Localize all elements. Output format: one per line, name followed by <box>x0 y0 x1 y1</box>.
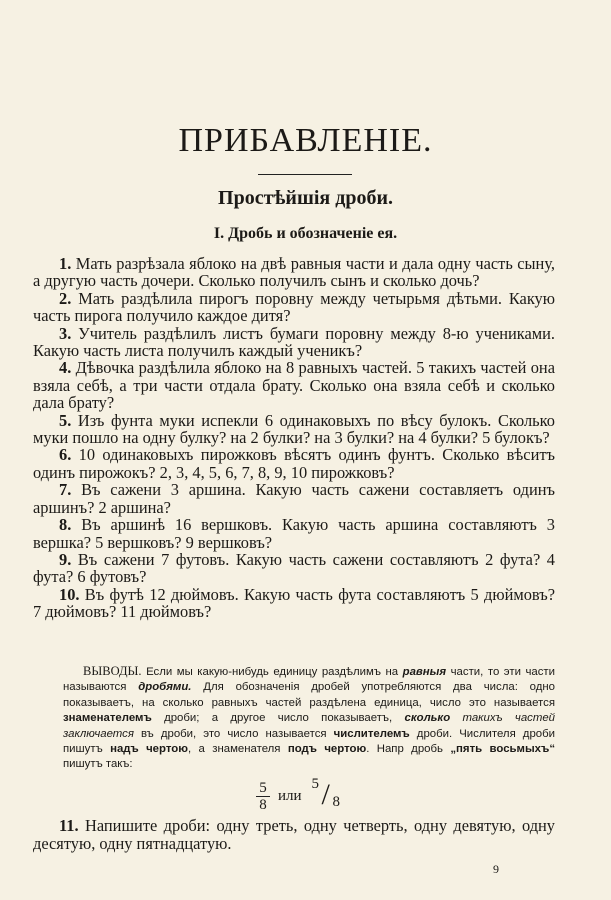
conclusions-text: Если мы какую-нибудь единицу раздѣлимъ на <box>141 666 403 678</box>
problem-9 <box>33 551 555 586</box>
problem-text: Въ сажени 3 аршина. Какую часть сажени составляетъ одинъ аршинъ? 2 аршина? <box>33 480 555 517</box>
problem-number: 5. <box>59 410 72 430</box>
problem-text: Напишите дроби: одну треть, одну четверть, одну девятую, одну десятую, одну пятнадцатую. <box>33 816 555 853</box>
title-divider <box>258 174 352 175</box>
problem-text: Учитель раздѣлилъ листъ бумаги поровну между 8-ю учениками. Какую часть листа получилъ каждый ученикъ? <box>33 323 555 361</box>
problem-2 <box>33 290 555 325</box>
conclusions-text: дроби. Числителя дроби пишутъ <box>63 727 556 756</box>
problem-7 <box>33 481 555 516</box>
section-heading: I. Дробь и обозначеніе ея. <box>213 225 398 242</box>
bold-term: „пять восьмыхъ“ <box>450 743 556 756</box>
problem-5 <box>33 412 555 447</box>
fraction-example <box>256 778 344 814</box>
problem-text: Въ аршинѣ 16 вершковъ. Какую часть аршина составляютъ 3 вершка? 5 вершковъ? 9 вершковъ? <box>33 515 555 552</box>
emphasis-term: дробями. <box>138 681 192 694</box>
problem-8 <box>33 516 555 551</box>
conclusions-text: Для обозначенія дробей употребляются два числа: одно показываетъ, на сколько равныхъ частей раздѣлена единица, число это называется <box>63 681 555 709</box>
problem-number: 1. <box>59 254 72 273</box>
fraction-slash: / <box>321 778 330 811</box>
problem-number: 8. <box>59 515 72 535</box>
conclusions-text: дроби; а другое число показываетъ, <box>151 712 405 725</box>
problem-text: 10 одинаковыхъ пирожковъ вѣсятъ одинъ фунтъ. Сколько вѣситъ одинъ пирожокъ? 2, 3, 4, 5, 6, 7, 8, 9, 10 пирожковъ? <box>33 445 555 482</box>
problem-number: 11. <box>59 816 79 835</box>
problem-number: 10. <box>59 584 80 604</box>
problem-number: 2. <box>59 288 72 308</box>
problem-text: Мать разрѣзала яблоко на двѣ равныя части и дала одну часть сыну, а другую часть дочери. Сколько получилъ сынъ и сколько дочь? <box>33 254 555 291</box>
problem-text: Дѣвочка раздѣлила яблоко на 8 равныхъ частей. 5 такихъ частей она взяла себѣ, а три части отдала брату. Сколько она взяла себѣ и сколько дала брату? <box>33 358 555 413</box>
problem-1 <box>33 255 555 290</box>
conclusions-label: ВЫВОДЫ. <box>83 664 142 678</box>
problem-number: 3. <box>59 323 72 343</box>
chapter-subtitle: Простѣйшія дроби. <box>218 187 393 209</box>
conclusions-text: въ дроби, это число называется <box>133 727 334 740</box>
problem-11 <box>33 817 555 852</box>
conclusions-text: . Напр дробь <box>366 743 451 756</box>
problem-3 <box>33 325 555 360</box>
fraction-connector: или <box>278 787 302 804</box>
fraction-numerator: 5 <box>259 779 267 796</box>
page-title: ПРИБАВЛЕНІЕ. <box>178 122 433 159</box>
problem-number: 7. <box>59 480 72 500</box>
problem-text: Въ сажени 7 футовъ. Какую часть сажени составляютъ 2 фута? 4 фута? 6 футовъ? <box>33 549 555 587</box>
problem-number: 9. <box>59 549 72 569</box>
bold-term: числителемъ <box>333 727 410 740</box>
problem-number: 6. <box>59 445 72 465</box>
bold-term: знаменателемъ <box>63 712 152 725</box>
emphasis-term: сколько <box>404 712 451 725</box>
fraction-denominator: 8 <box>332 794 341 810</box>
conclusions-text: такихъ частей заключается <box>63 712 556 740</box>
bold-term: подъ чертою <box>287 743 367 756</box>
problem-number: 4. <box>59 358 72 378</box>
problem-text: Мать раздѣлила пирогъ поровну между четырьмя дѣтьми. Какую часть пирога получило каждое дитя? <box>33 288 555 326</box>
problem-6 <box>33 446 555 481</box>
page-number: 9 <box>493 862 499 876</box>
problem-4 <box>33 359 555 411</box>
problem-list <box>33 255 555 621</box>
problem-text: Изъ фунта муки испекли 6 одинаковыхъ по вѣсу булокъ. Сколько муки пошло на одну булку? на 2 булки? на 3 булки? на 4 булки? 5 булокъ? <box>33 410 555 448</box>
emphasis-term: равныя <box>402 666 447 678</box>
slashed-fraction <box>310 778 344 814</box>
bold-term: надъ чертою <box>110 743 188 756</box>
conclusions-text: пишутъ такъ: <box>63 758 133 771</box>
conclusions-paragraph <box>63 664 555 773</box>
stacked-fraction <box>256 780 270 813</box>
conclusions-text: части, то эти части называются <box>63 666 556 694</box>
fraction-denominator: 8 <box>259 796 267 813</box>
problem-text: Въ футѣ 12 дюймовъ. Какую часть фута составляютъ 5 дюймовъ? 7 дюймовъ? 11 дюймовъ? <box>33 584 555 622</box>
conclusions-text: , а знаменателя <box>187 743 288 756</box>
problem-10 <box>33 586 555 621</box>
fraction-numerator: 5 <box>311 776 320 792</box>
